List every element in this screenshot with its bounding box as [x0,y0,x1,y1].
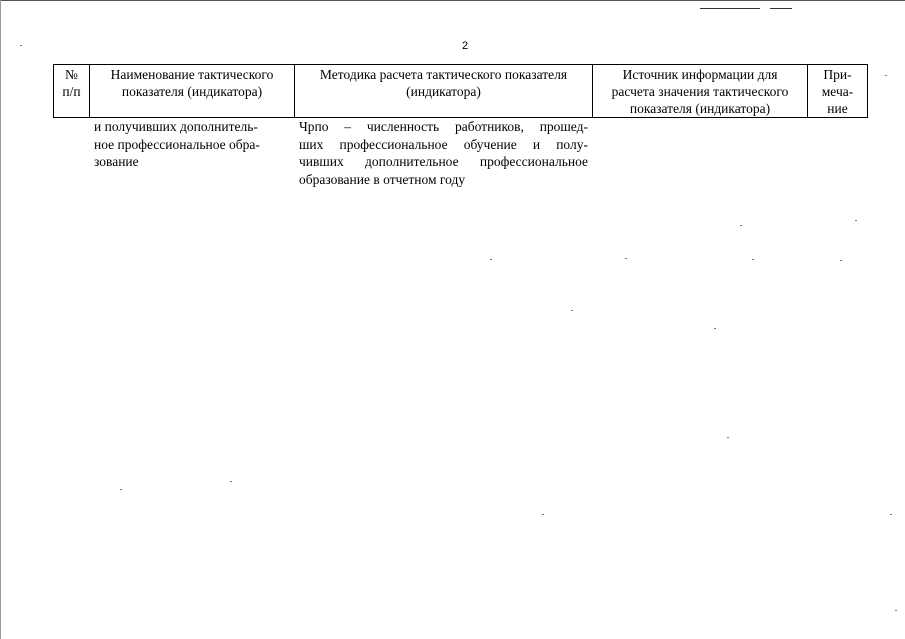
scan-speck [890,514,892,515]
scan-speck [490,259,492,260]
text-line: и получивших дополнитель- [94,119,258,134]
scan-speck [740,225,742,226]
header-line: (индикатора) [406,84,481,99]
header-note [808,65,868,118]
header-line: ние [827,101,848,116]
scan-speck [571,310,573,311]
scan-speck [714,328,716,329]
scan-speck [840,260,842,261]
scan-speck [855,220,857,221]
header-line: Источник информации для [622,67,778,82]
scan-speck [895,610,897,611]
text-line: чивших дополнительное профессиональное [299,154,588,169]
text-line: ших профессиональное обучение и полу- [299,136,588,152]
header-calculation-method [295,65,593,118]
text-line: ное профессиональное обра- [94,136,260,152]
table-header-row [54,65,868,118]
header-indicator-name [90,65,295,118]
text-line: образование в отчетном году [299,171,466,187]
indicator-table [53,64,868,118]
header-line: № [65,67,78,82]
header-line: п/п [62,84,81,99]
header-line: При- [823,67,852,82]
indicator-name-continuation [94,118,290,171]
scan-speck [120,489,122,490]
scan-speck [752,259,754,260]
header-line: показателя (индикатора) [121,84,263,99]
text-line: Чрпо – численность работников, прошед- [299,119,588,134]
page-number: 2 [461,40,469,52]
header-line: расчета значения тактического [611,84,789,99]
header-line: меча- [821,84,854,99]
text-line: зование [94,154,139,169]
scan-mark [700,8,760,9]
calculation-method-text [299,118,588,188]
scan-speck [542,514,544,515]
scan-speck [885,75,887,76]
scan-speck [727,437,729,438]
scan-mark [770,8,792,9]
scan-speck [625,258,627,259]
header-information-source [593,65,808,118]
scan-speck [230,481,232,482]
header-line: Методика расчета тактического показателя [319,67,568,82]
header-line: показателя (индикатора) [629,101,771,116]
scan-speck [20,45,22,46]
page-border-top [0,0,905,1]
header-number [54,65,90,118]
header-line: Наименование тактического [110,67,274,82]
page-border-left [0,0,1,639]
